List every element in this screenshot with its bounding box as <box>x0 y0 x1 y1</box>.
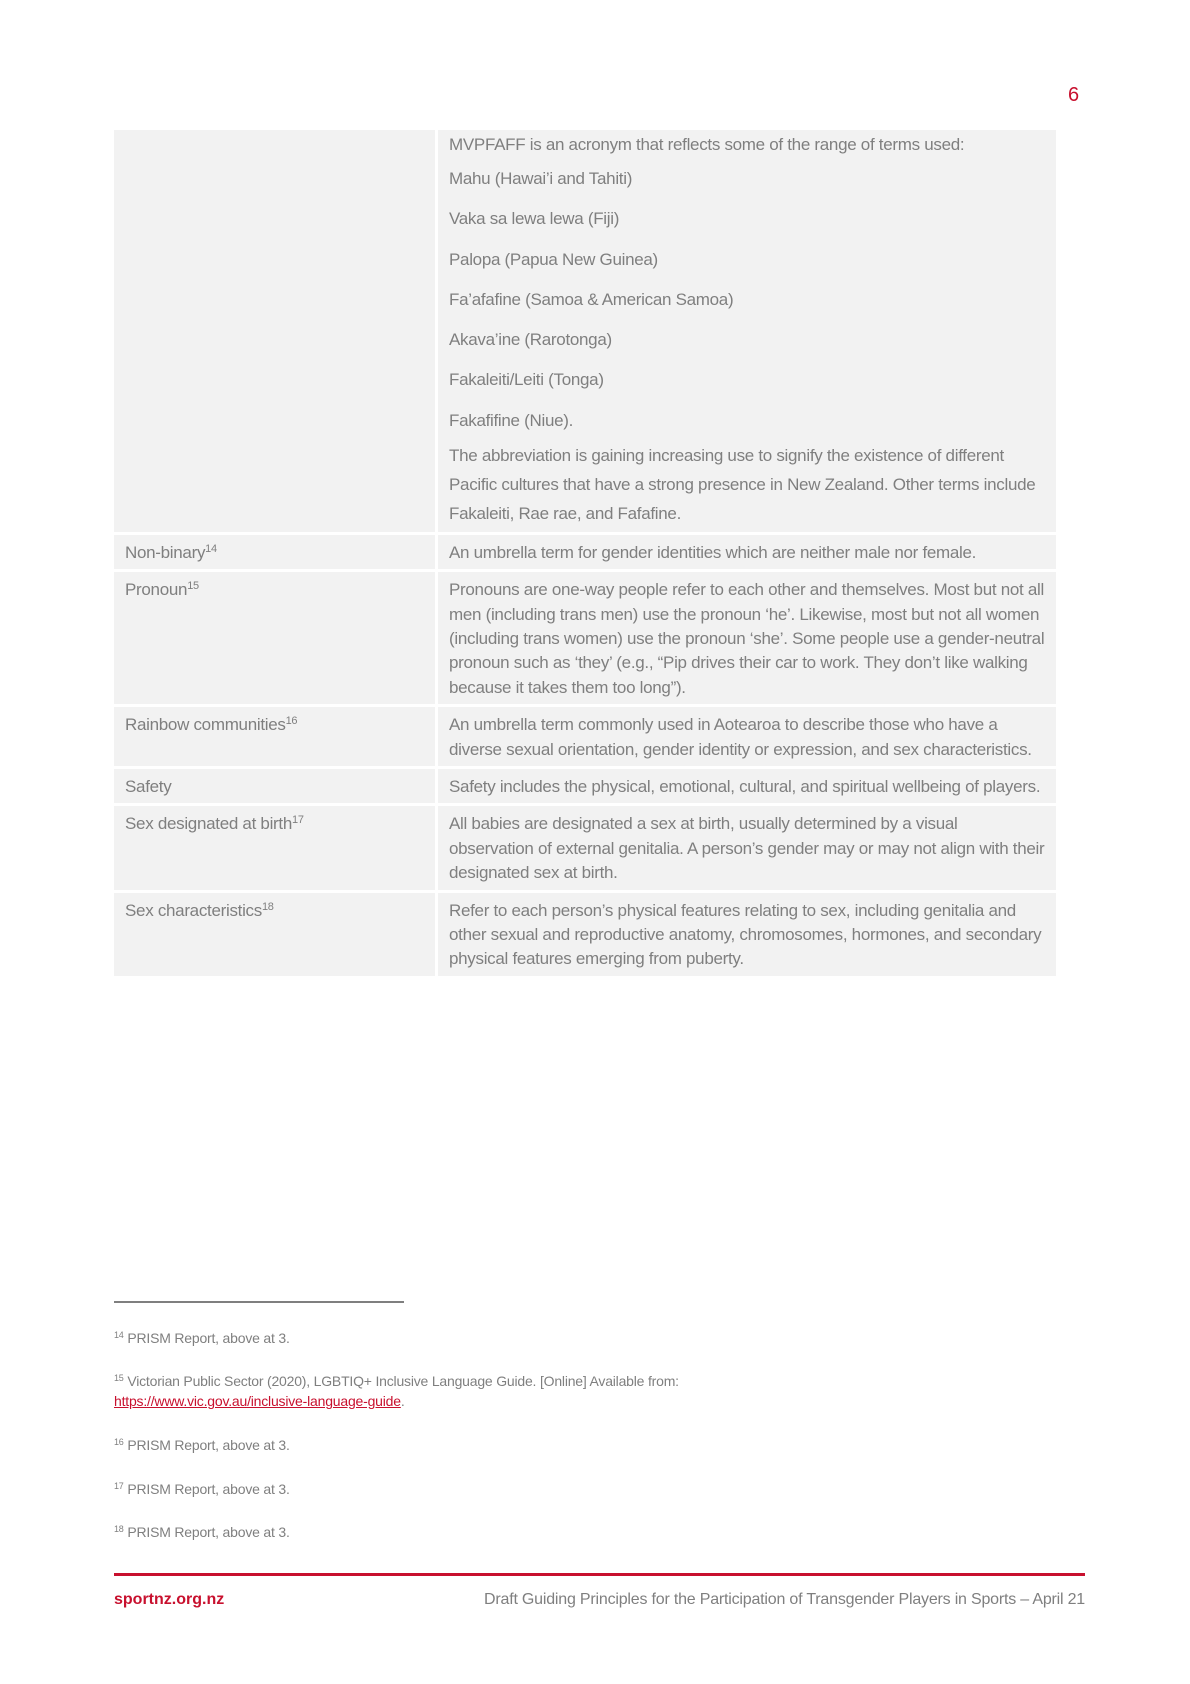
term-cell <box>114 768 437 805</box>
footnote <box>114 1371 679 1411</box>
term-cell <box>114 130 437 533</box>
footnote-punct: . <box>400 1393 405 1409</box>
list-item: Fakaleiti/Leiti (Tonga) <box>449 370 604 390</box>
footnote-ref[interactable]: 18 <box>261 900 274 913</box>
footnote-text: Victorian Public Sector (2020), LGBTIQ+ Inclusive Language Guide. [Online] Available from: <box>127 1373 679 1389</box>
table-row <box>114 891 1056 976</box>
definition-cell: All babies are designated a sex at birth, usually determined by a visual observation of external genitalia. A person’s gender may or may not align with their designated sex at birth. <box>437 805 1057 891</box>
definition-cell: Pronouns are one-way people refer to each other and themselves. Most but not all men (including trans men) use the pronoun ‘he’. Likewise, most but not all women (including trans women) use the pronoun ‘she’. Some people use a gender-neutral pronoun such as ‘they’ (e.g., “Pip drives their car to work. They don’t like walking because it takes them too long”). <box>437 571 1057 706</box>
definition-cell <box>437 130 1057 533</box>
footnote-text: PRISM Report, above at 3. <box>127 1481 290 1497</box>
footnote-link[interactable]: https://www.vic.gov.au/inclusive-language-guide <box>114 1393 401 1409</box>
footnote-text: PRISM Report, above at 3. <box>127 1524 290 1540</box>
table-row <box>114 706 1056 768</box>
term-cell <box>114 891 437 976</box>
footer-site-link[interactable]: sportnz.org.nz <box>114 1591 225 1608</box>
footnote-number: 16 <box>114 1437 124 1447</box>
definition-cell: An umbrella term commonly used in Aotearoa to describe those who have a diverse sexual orientation, gender identity or expression, and sex characteristics. <box>437 706 1057 768</box>
footnote-number: 18 <box>114 1524 124 1534</box>
footnote <box>114 1522 290 1542</box>
term: Sex characteristics <box>125 900 262 920</box>
term: Sex designated at birth <box>125 814 292 834</box>
term-cell <box>114 533 437 570</box>
footnote <box>114 1328 290 1348</box>
definition-cell: An umbrella term for gender identities which are neither male nor female. <box>437 533 1057 570</box>
footnote-text: PRISM Report, above at 3. <box>127 1330 290 1346</box>
term-cell <box>114 706 437 768</box>
mvpfaff-outro: The abbreviation is gaining increasing use to signify the existence of different Pacific cultures that have a strong presence in New Zealand. Other terms include Fakaleiti, Rae rae, and Fafafine. <box>449 445 1036 523</box>
glossary-table <box>114 130 1056 976</box>
list-item: Fakafifine (Niue). <box>449 410 574 430</box>
footnote-number: 14 <box>114 1330 124 1340</box>
term: Rainbow communities <box>125 715 286 735</box>
table-row <box>114 805 1056 891</box>
footnote-ref[interactable]: 17 <box>292 814 304 827</box>
footnote <box>114 1479 290 1499</box>
table-row <box>114 571 1056 706</box>
list-item: Fa’afafine (Samoa & American Samoa) <box>449 289 734 309</box>
list-item: Palopa (Papua New Guinea) <box>449 249 658 269</box>
footnote-ref[interactable]: 16 <box>285 715 298 728</box>
term-cell <box>114 805 437 891</box>
footer-divider <box>114 1573 1085 1576</box>
footnote-number: 15 <box>114 1373 124 1383</box>
term-cell <box>114 571 437 706</box>
term: Safety <box>125 777 172 797</box>
footnote <box>114 1435 290 1455</box>
term: Pronoun <box>125 580 188 600</box>
table-row <box>114 130 1056 533</box>
table-row <box>114 533 1056 570</box>
list-item: Vaka sa lewa lewa (Fiji) <box>449 209 620 229</box>
footnote-ref[interactable]: 14 <box>205 542 217 555</box>
page-number: 6 <box>1068 84 1080 106</box>
list-item: Akava’ine (Rarotonga) <box>449 330 612 350</box>
footnote-ref[interactable]: 15 <box>187 580 199 593</box>
list-item: Mahu (Hawai’i and Tahiti) <box>449 169 633 188</box>
table-row <box>114 768 1056 805</box>
footer-document-title: Draft Guiding Principles for the Participation of Transgender Players in Sports – April 21 <box>484 1591 1085 1608</box>
footnote-text: PRISM Report, above at 3. <box>127 1437 290 1453</box>
definition-cell: Safety includes the physical, emotional, cultural, and spiritual wellbeing of players. <box>437 768 1057 805</box>
definition-cell: Refer to each person’s physical features relating to sex, including genitalia and other sexual and reproductive anatomy, chromosomes, hormones, and secondary physical features emerging from puberty. <box>437 891 1057 976</box>
footnote-separator <box>114 1301 404 1303</box>
footnote-number: 17 <box>114 1481 124 1491</box>
mvpfaff-intro: MVPFAFF is an acronym that reflects some of the range of terms used: <box>449 135 965 154</box>
term: Non-binary <box>125 542 206 562</box>
